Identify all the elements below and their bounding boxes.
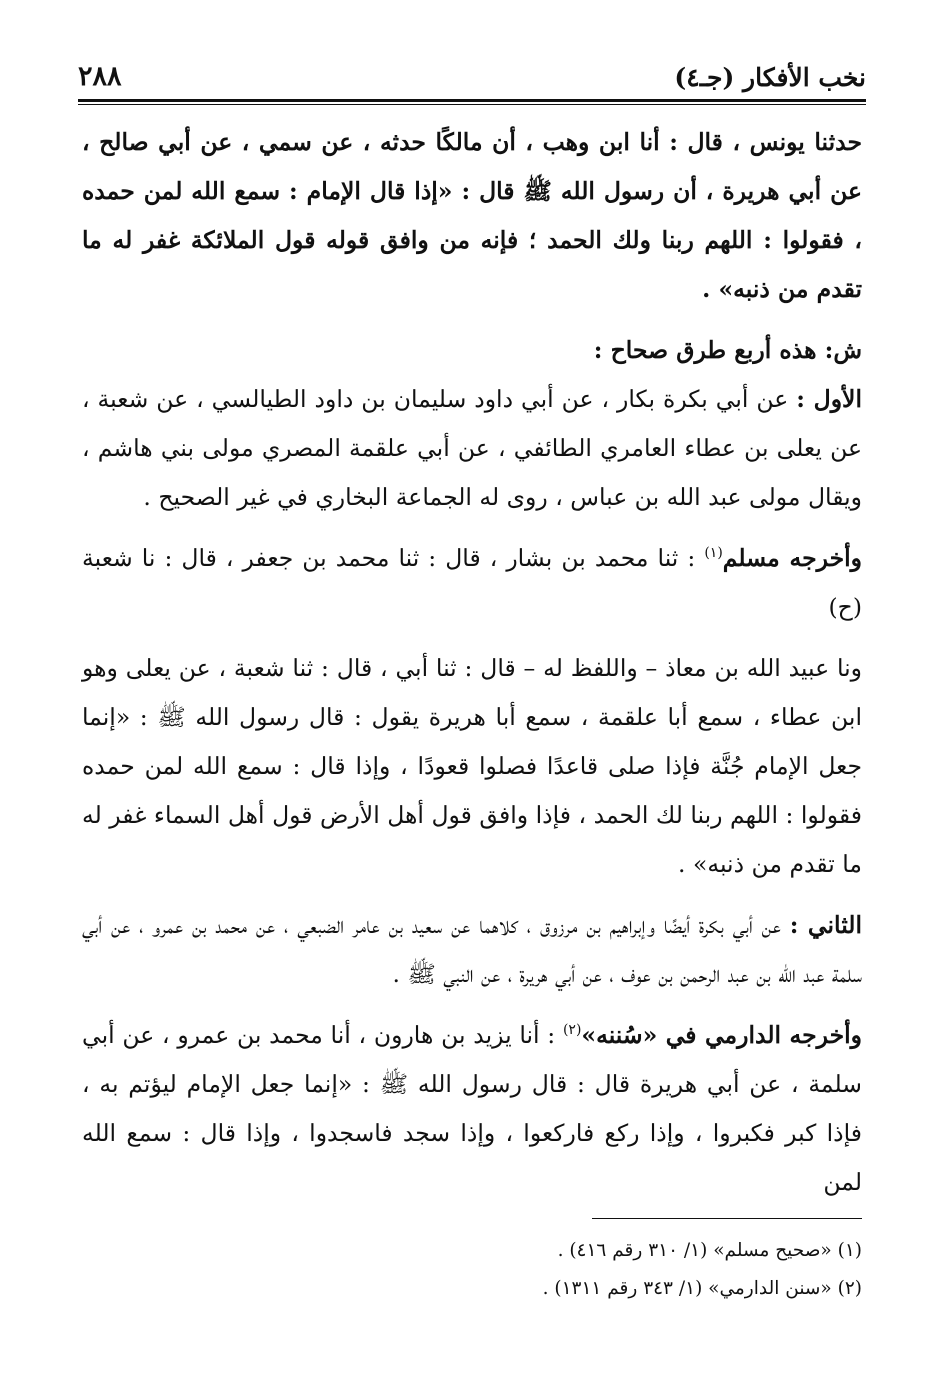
paragraph-text: ش: هذه أربع طرق صحاح :: [593, 336, 862, 364]
footnotes: [82, 1232, 862, 1308]
paragraph-hadith: [82, 118, 862, 314]
header-rule: [78, 99, 866, 102]
page-number: ٢٨٨: [78, 61, 122, 92]
paragraph-muslim: [82, 534, 862, 632]
main-text: [82, 118, 862, 1207]
paragraph-text: ونا عبيد الله بن معاذ – واللفظ له – قال : ثنا أبي ، قال : ثنا شعبة ، عن يعلى وهو ابن عطاء ، سمع أبا علقمة ، سمع أبا هريرة يقول : قال رسول الله ﷺ : «إنما جعل الإمام جُنَّة فإذا صلى قاعدًا فصلوا قعودًا ، وإذا قال : سمع الله لمن حمده فقولوا : اللهم ربنا لك الحمد ، فإذا وافق قول أهل الأرض قول أهل السماء غفر له ما تقدم من ذنبه» .: [82, 654, 862, 878]
paragraph-text: حدثنا يونس ، قال : أنا ابن وهب ، أن مالكًا حدثه ، عن سمي ، عن أبي صالح ، عن أبي هريرة ، أن رسول الله ﷺ قال : «إذا قال الإمام : سمع الله لمن حمده ، فقولوا : اللهم ربنا ولك الحمد ؛ فإنه من وافق قوله قول الملائكة غفر له ما تقدم من ذنبه» .: [82, 128, 862, 303]
paragraph-text: عن أبي بكرة أيضًا وإبراهيم بن مرزوق ، كلاهما عن سعيد بن عامر الضبعي ، عن محمد بن عمرو ، عن أبي سلمة عبد الله بن عبد الرحمن بن عوف ، عن أبي هريرة ، عن النبي ﷺ .: [82, 911, 862, 988]
paragraph-text: عن أبي بكرة بكار ، عن أبي داود سليمان بن داود الطيالسي ، عن شعبة ، عن يعلى بن عطاء العامري الطائفي ، عن أبي علقمة المصري مولى بني هاشم ، ويقال مولى عبد الله بن عباس ، روى له الجماعة البخاري في غير الصحيح .: [82, 385, 862, 511]
paragraph-commentary-intro: [82, 326, 862, 375]
paragraph-text: : ثنا محمد بن بشار ، قال : ثنا محمد بن جعفر ، قال : نا شعبة (ح): [82, 544, 862, 621]
header-rule-thin: [78, 104, 866, 105]
paragraph-lead: الثاني :: [789, 911, 862, 939]
paragraph-lead: وأخرجه الدارمي في «سُننه»: [581, 1021, 862, 1049]
footnote-ref: (٢): [562, 1022, 582, 1039]
paragraph-second-chain: [82, 901, 862, 999]
footnote-item: (٢) «سنن الدارمي» (١/ ٣٤٣ رقم ١٣١١) .: [542, 1278, 862, 1299]
paragraph-first-chain: [82, 375, 862, 522]
running-title: نخب الأفكار (جـ٤): [674, 63, 866, 92]
paragraph-text: : أنا يزيد بن هارون ، أنا محمد بن عمرو ، عن أبي سلمة ، عن أبي هريرة قال : قال رسول الله ﷺ : «إنما جعل الإمام ليؤتم به ، فإذا كبر فكبروا ، وإذا ركع فاركعوا ، وإذا سجد فاسجدوا ، وإذا قال : سمع الله لمن: [82, 1021, 862, 1196]
page-header: [78, 52, 866, 96]
paragraph-darimi: [82, 1011, 862, 1207]
footnote-item: (١) «صحيح مسلم» (١/ ٣١٠ رقم ٤١٦) .: [557, 1240, 862, 1261]
paragraph-muslim-chain: [82, 644, 862, 889]
paragraph-lead: وأخرجه مسلم: [722, 544, 863, 572]
footnote-ref: (١): [704, 545, 723, 562]
paragraph-lead: الأول :: [796, 385, 862, 413]
footnote-rule: [592, 1218, 862, 1219]
